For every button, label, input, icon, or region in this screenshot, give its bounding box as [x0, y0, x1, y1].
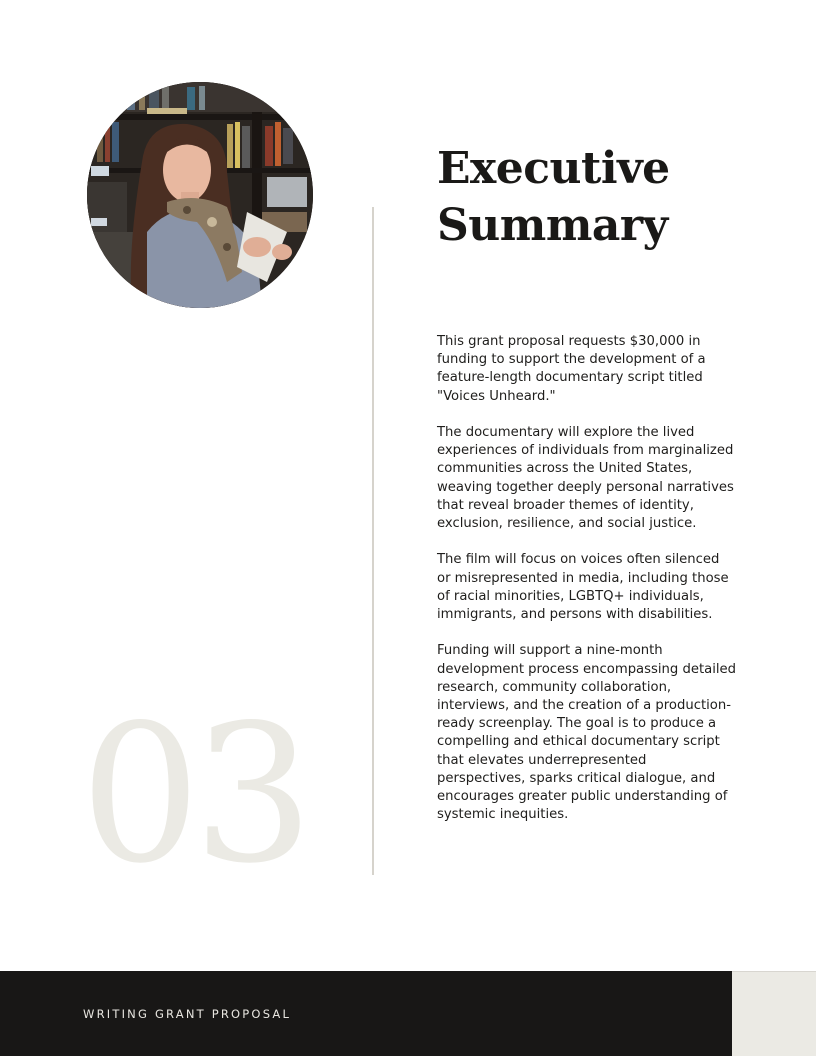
- paragraph-focus-voices: The film will focus on voices often silenced or misrepresented in media, including those of racial minorities, LGBTQ+ individuals, immigrants, and persons with disabilities.: [437, 552, 729, 623]
- title-line-1: Executive: [437, 143, 670, 194]
- portrait-photo: [87, 82, 313, 308]
- paragraph-funding-request: This grant proposal requests $30,000 in funding to support the development of a feature-length documentary script titled "Voices Unheard.": [437, 334, 706, 404]
- page-title: [437, 140, 767, 254]
- vertical-divider: [372, 207, 374, 875]
- footer-accent-block: [732, 971, 816, 1056]
- paragraph-development-process: Funding will support a nine-month development process encompassing detailed research, community collaboration, interviews, and the creation of a production-ready screenplay. The goal is to produce a compelling and ethical documentary script that elevates underrepresented perspectives, sparks critical dialogue, and encourages greater public understanding of systemic inequities.: [437, 643, 737, 823]
- title-line-2: Summary: [437, 200, 668, 251]
- section-number: 03: [80, 684, 306, 905]
- footer-dark-band: [0, 971, 732, 1056]
- portrait-photo-icon: [87, 82, 313, 308]
- paragraph-documentary-scope: The documentary will explore the lived experiences of individuals from marginalized communities across the United States, weaving together deeply personal narratives that reveal broader themes of identity, exclusion, resilience, and social justice.: [437, 425, 734, 532]
- footer: [0, 971, 816, 1056]
- summary-body: [437, 333, 737, 843]
- footer-label: WRITING GRANT PROPOSAL: [83, 1007, 292, 1021]
